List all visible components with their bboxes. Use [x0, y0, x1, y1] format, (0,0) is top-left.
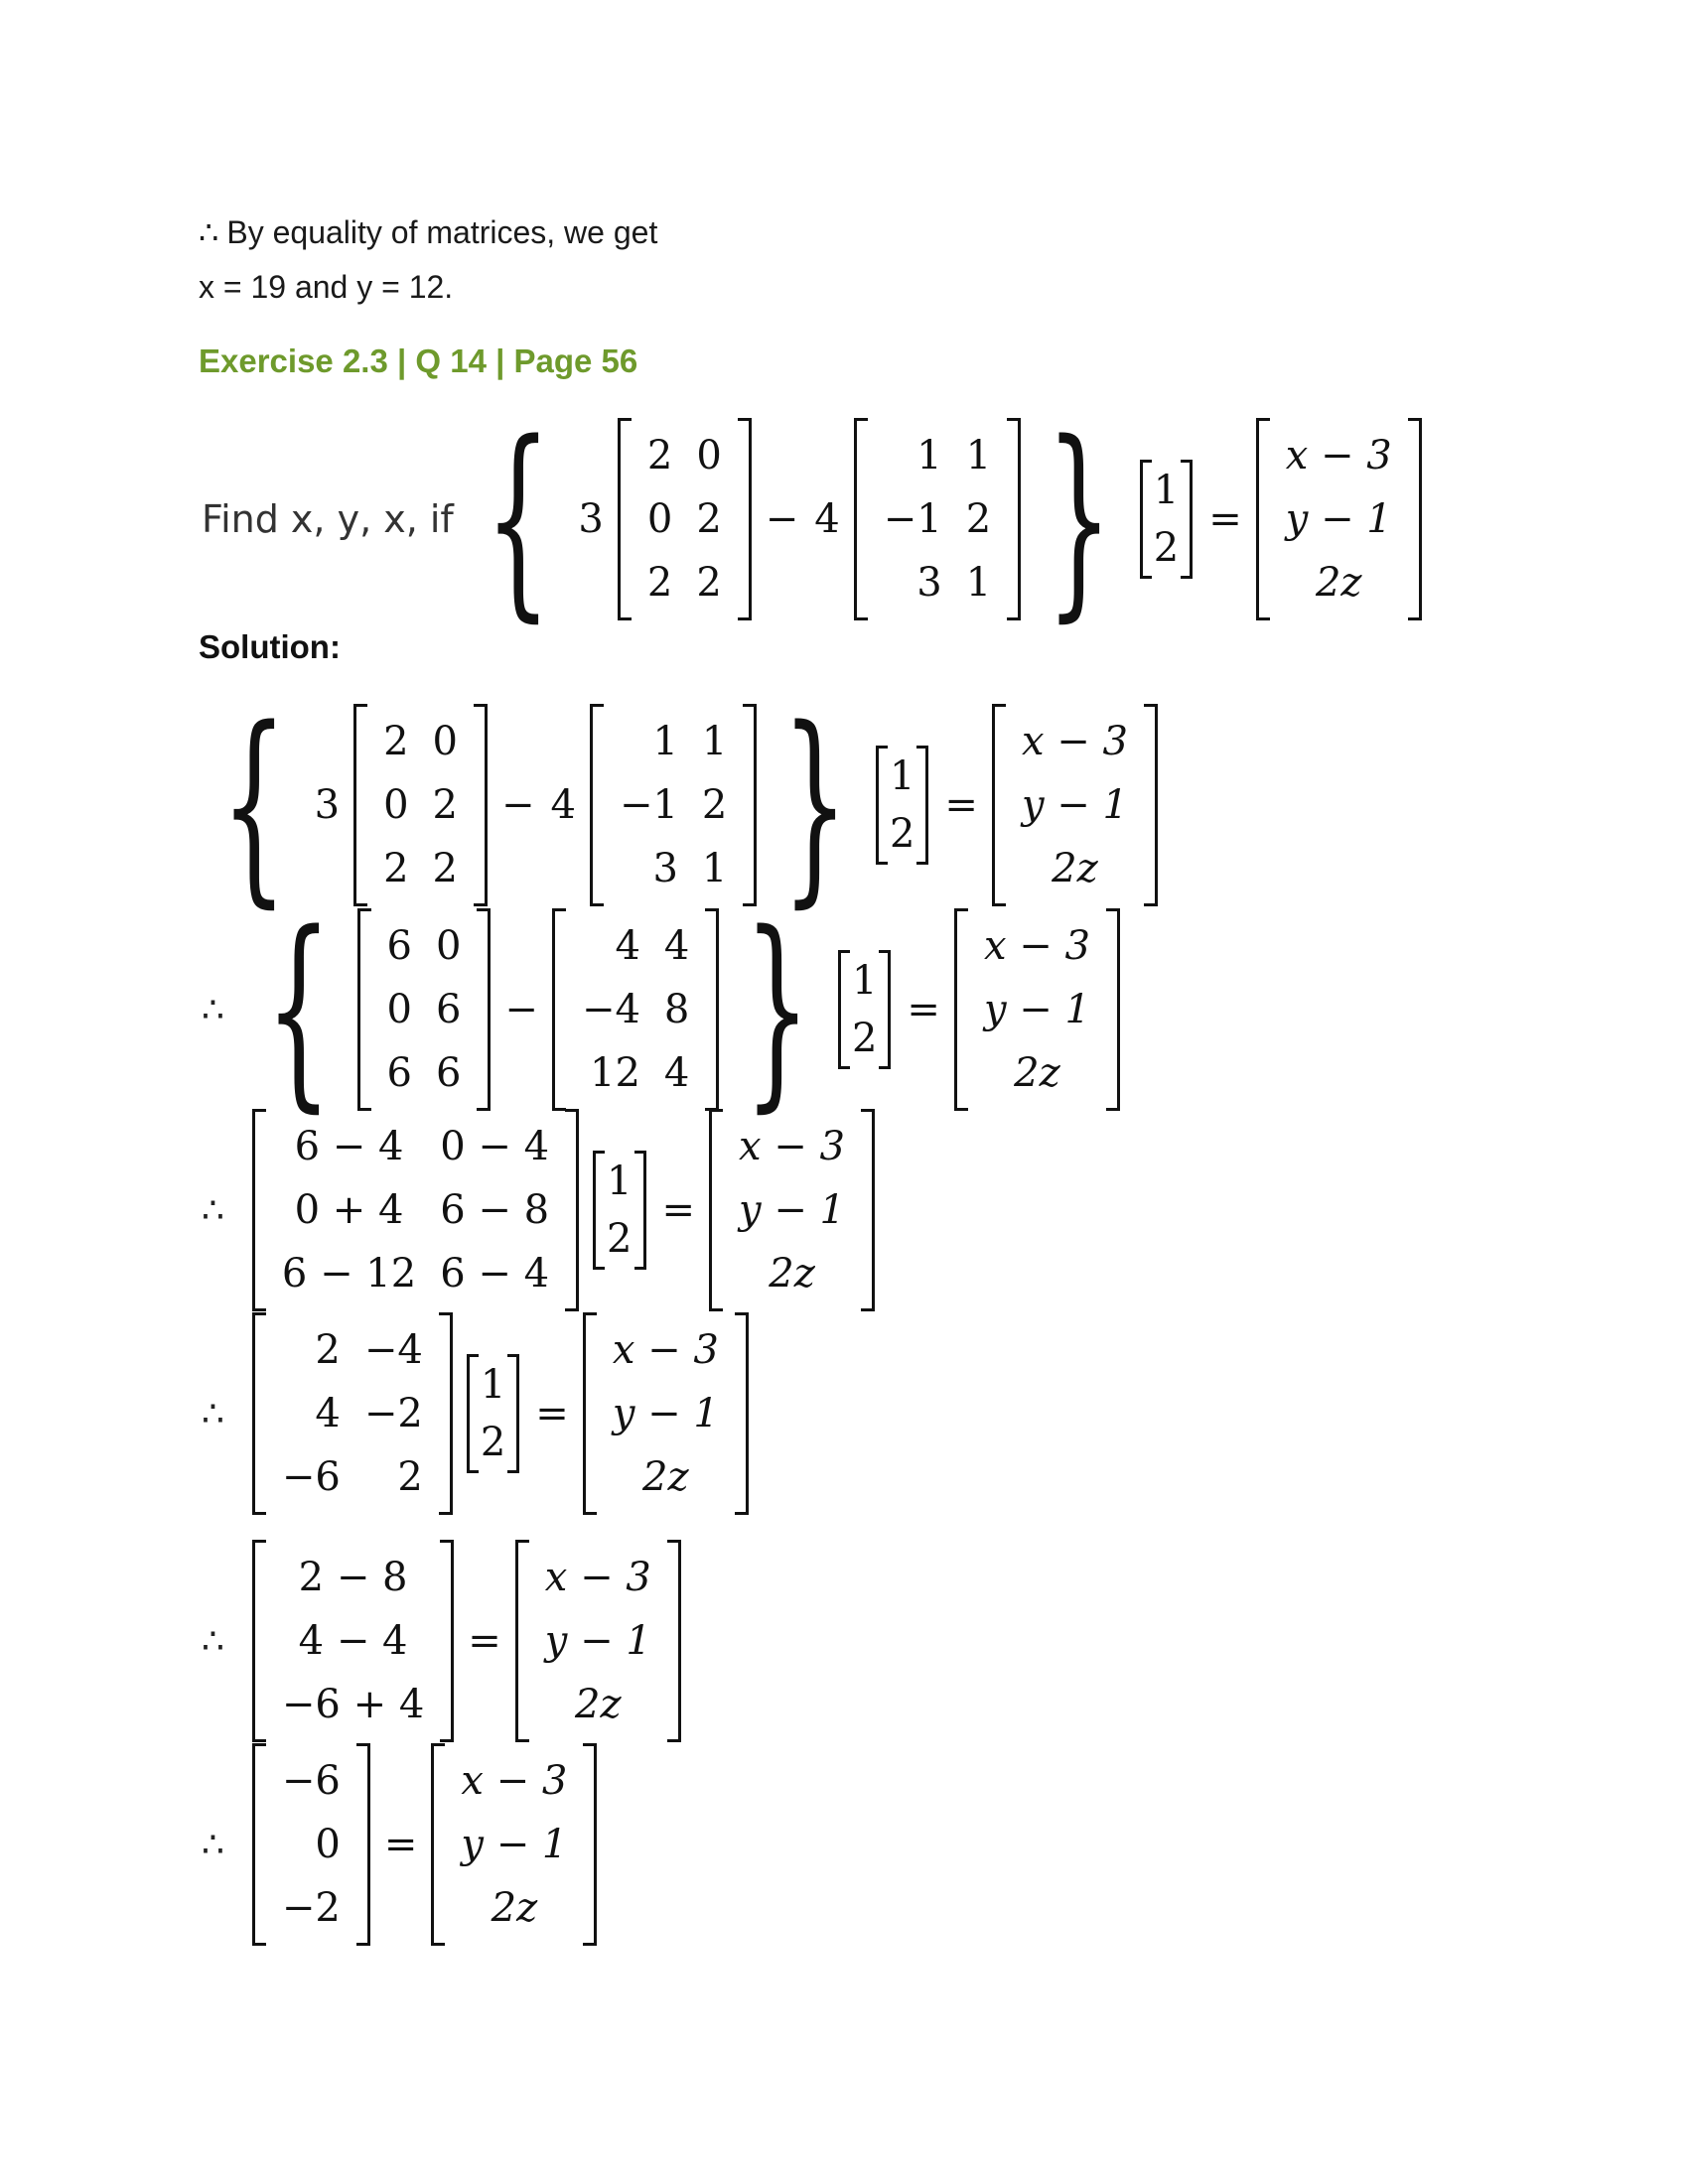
equals-sign: = — [1208, 496, 1242, 542]
matrix-rhs — [1256, 418, 1422, 620]
solution-step-5 — [202, 1540, 687, 1742]
matrix-rhs — [992, 704, 1158, 906]
equals-sign: = — [944, 782, 978, 828]
equals-sign: = — [468, 1618, 501, 1664]
matrix-cell: −2 — [363, 1391, 423, 1436]
matrix-cell: −1 — [883, 496, 942, 542]
matrix-a — [618, 418, 752, 620]
matrix-cell: x − 3 — [461, 1758, 568, 1804]
matrix-cell: y − 1 — [1285, 496, 1392, 542]
matrix-product-expr — [252, 1540, 454, 1742]
therefore-symbol: ∴ — [202, 1620, 224, 1662]
matrix-cell: 0 — [383, 782, 409, 828]
matrix-cell: 2z — [491, 1885, 538, 1931]
matrix-cell: 4 — [615, 923, 640, 969]
matrix-cell: 4 − 4 — [298, 1618, 408, 1664]
matrix-cell: y − 1 — [544, 1618, 651, 1664]
matrix-cell: x − 3 — [612, 1327, 719, 1373]
exercise-heading: Exercise 2.3 | Q 14 | Page 56 — [199, 342, 638, 379]
matrix-cell: −2 — [281, 1885, 341, 1931]
matrix-cell: 2 — [607, 1216, 633, 1262]
matrix-cell: y − 1 — [1021, 782, 1128, 828]
matrix-cell: 8 — [663, 987, 690, 1032]
scalar-three: 3 — [578, 496, 604, 542]
matrix-cell: 1 — [851, 958, 878, 1004]
matrix-cell: 1 — [652, 719, 678, 764]
matrix-rhs — [515, 1540, 681, 1742]
matrix-cell: −4 — [581, 987, 640, 1032]
matrix-cell: x − 3 — [983, 923, 1090, 969]
column-vector — [593, 1151, 645, 1270]
equals-sign: = — [535, 1391, 569, 1436]
matrix-cell: y − 1 — [739, 1187, 846, 1233]
matrix-cell: 2z — [642, 1454, 689, 1500]
matrix-cell: 2 — [851, 1016, 878, 1061]
matrix-cell: 6 − 4 — [294, 1124, 404, 1169]
matrix-cell: 4 — [663, 923, 690, 969]
matrix-cell: 0 + 4 — [294, 1187, 404, 1233]
equals-sign: = — [383, 1822, 418, 1867]
scalar-three: 3 — [314, 782, 341, 828]
matrix-cell: 2 — [646, 433, 673, 478]
matrix-cell: −1 — [619, 782, 678, 828]
matrix-cell: x − 3 — [1285, 433, 1392, 478]
matrix-cell: 0 − 4 — [440, 1124, 550, 1169]
matrix-cell: y − 1 — [983, 987, 1090, 1032]
matrix-cell: 1 — [1153, 468, 1180, 513]
matrix-cell: −4 — [363, 1327, 423, 1373]
matrix-difference — [252, 1312, 453, 1515]
question-prefix: Find x, y, x, if — [202, 497, 454, 541]
matrix-cell: 1 — [701, 719, 728, 764]
therefore-symbol: ∴ — [202, 989, 224, 1030]
solution-step-1 — [202, 683, 1164, 926]
matrix-cell: 3 — [652, 846, 678, 891]
matrix-cell: 0 — [386, 987, 412, 1032]
minus-sign: − — [765, 496, 799, 542]
matrix-cell: 3 — [916, 560, 942, 606]
matrix-cell: x − 3 — [739, 1124, 845, 1169]
matrix-cell: −6 — [281, 1758, 341, 1804]
result-line: x = 19 and y = 12. — [199, 269, 454, 305]
matrix-cell: 2 — [696, 560, 722, 606]
matrix-cell: 2 — [432, 846, 458, 891]
matrix-cell: 0 — [432, 719, 458, 764]
therefore-symbol: ∴ — [199, 214, 219, 250]
matrix-cell: 6 − 8 — [440, 1187, 550, 1233]
matrix-cell: 2 — [696, 496, 722, 542]
matrix-cell: x − 3 — [1021, 719, 1128, 764]
matrix-cell: 2z — [1014, 1050, 1060, 1096]
matrix-cell: 0 — [435, 923, 462, 969]
matrix-cell: −6 — [281, 1454, 341, 1500]
therefore-symbol: ∴ — [202, 1189, 224, 1231]
left-brace: { — [220, 683, 288, 926]
question-equation — [202, 397, 1428, 640]
matrix-cell: 2 — [315, 1327, 341, 1373]
matrix-cell: 6 — [386, 923, 412, 969]
matrix-cell: 2z — [575, 1682, 622, 1727]
matrix-four-b — [552, 908, 719, 1111]
matrix-cell: 2 — [383, 846, 409, 891]
matrix-cell: 2 — [889, 811, 915, 857]
therefore-symbol: ∴ — [202, 1824, 224, 1865]
matrix-product — [252, 1743, 370, 1946]
matrix-cell: 2 — [480, 1420, 506, 1465]
matrix-a — [353, 704, 488, 906]
matrix-cell: 0 — [696, 433, 722, 478]
matrix-cell: 2 — [965, 496, 992, 542]
matrix-cell: 1 — [965, 560, 992, 606]
left-brace: { — [485, 397, 552, 640]
minus-sign: − — [504, 987, 538, 1032]
right-brace: } — [781, 683, 849, 926]
matrix-cell: 0 — [315, 1822, 341, 1867]
matrix-rhs — [709, 1109, 875, 1311]
matrix-three-a — [357, 908, 492, 1111]
matrix-cell: 2 — [1153, 525, 1180, 571]
matrix-b — [590, 704, 757, 906]
matrix-cell: 0 — [646, 496, 673, 542]
matrix-cell: 2 — [397, 1454, 423, 1500]
matrix-cell: −6 + 4 — [281, 1682, 425, 1727]
matrix-b — [854, 418, 1021, 620]
matrix-cell: 1 — [916, 433, 942, 478]
solution-step-2 — [202, 887, 1126, 1131]
matrix-rhs — [583, 1312, 749, 1515]
matrix-cell: 6 — [386, 1050, 412, 1096]
matrix-cell: 6 − 12 — [281, 1251, 417, 1297]
scalar-four: 4 — [550, 782, 576, 828]
matrix-cell: 12 — [590, 1050, 640, 1096]
left-brace: { — [265, 887, 333, 1131]
equality-text: By equality of matrices, we get — [226, 214, 658, 250]
matrix-cell: 1 — [607, 1159, 633, 1204]
matrix-cell: 2 — [701, 782, 728, 828]
matrix-rhs — [954, 908, 1120, 1111]
equals-sign: = — [661, 1187, 696, 1233]
matrix-cell: 1 — [701, 846, 728, 891]
right-brace: } — [744, 887, 811, 1131]
matrix-cell: 2z — [769, 1251, 815, 1297]
equals-sign: = — [907, 987, 940, 1032]
matrix-cell: 2 — [383, 719, 409, 764]
matrix-rhs — [431, 1743, 597, 1946]
matrix-cell: 4 — [663, 1050, 690, 1096]
matrix-cell: 2 — [432, 782, 458, 828]
right-brace: } — [1046, 397, 1113, 640]
matrix-cell: x − 3 — [544, 1555, 651, 1600]
matrix-cell: 2z — [1052, 846, 1098, 891]
matrix-cell: 2 — [646, 560, 673, 606]
matrix-cell: 4 — [315, 1391, 341, 1436]
matrix-cell: 2z — [1315, 560, 1362, 606]
matrix-cell: y − 1 — [461, 1822, 568, 1867]
matrix-cell: 1 — [480, 1362, 506, 1408]
matrix-cell: 1 — [965, 433, 992, 478]
solution-step-6 — [202, 1743, 603, 1946]
column-vector — [876, 746, 928, 865]
column-vector — [838, 950, 891, 1069]
solution-step-4 — [202, 1312, 755, 1515]
matrix-cell: y − 1 — [612, 1391, 719, 1436]
matrix-cell: 6 — [435, 987, 462, 1032]
column-vector — [1140, 460, 1193, 579]
solution-label: Solution: — [199, 628, 341, 665]
solution-step-3 — [202, 1109, 881, 1311]
scalar-four: 4 — [814, 496, 840, 542]
matrix-difference-expr — [252, 1109, 579, 1311]
matrix-cell: 6 — [435, 1050, 462, 1096]
minus-sign: − — [500, 782, 535, 828]
matrix-cell: 2 − 8 — [298, 1555, 408, 1600]
matrix-cell: 6 − 4 — [440, 1251, 550, 1297]
therefore-symbol: ∴ — [202, 1393, 224, 1434]
column-vector — [467, 1354, 519, 1473]
equality-line — [199, 213, 657, 251]
matrix-cell: 1 — [889, 753, 915, 799]
